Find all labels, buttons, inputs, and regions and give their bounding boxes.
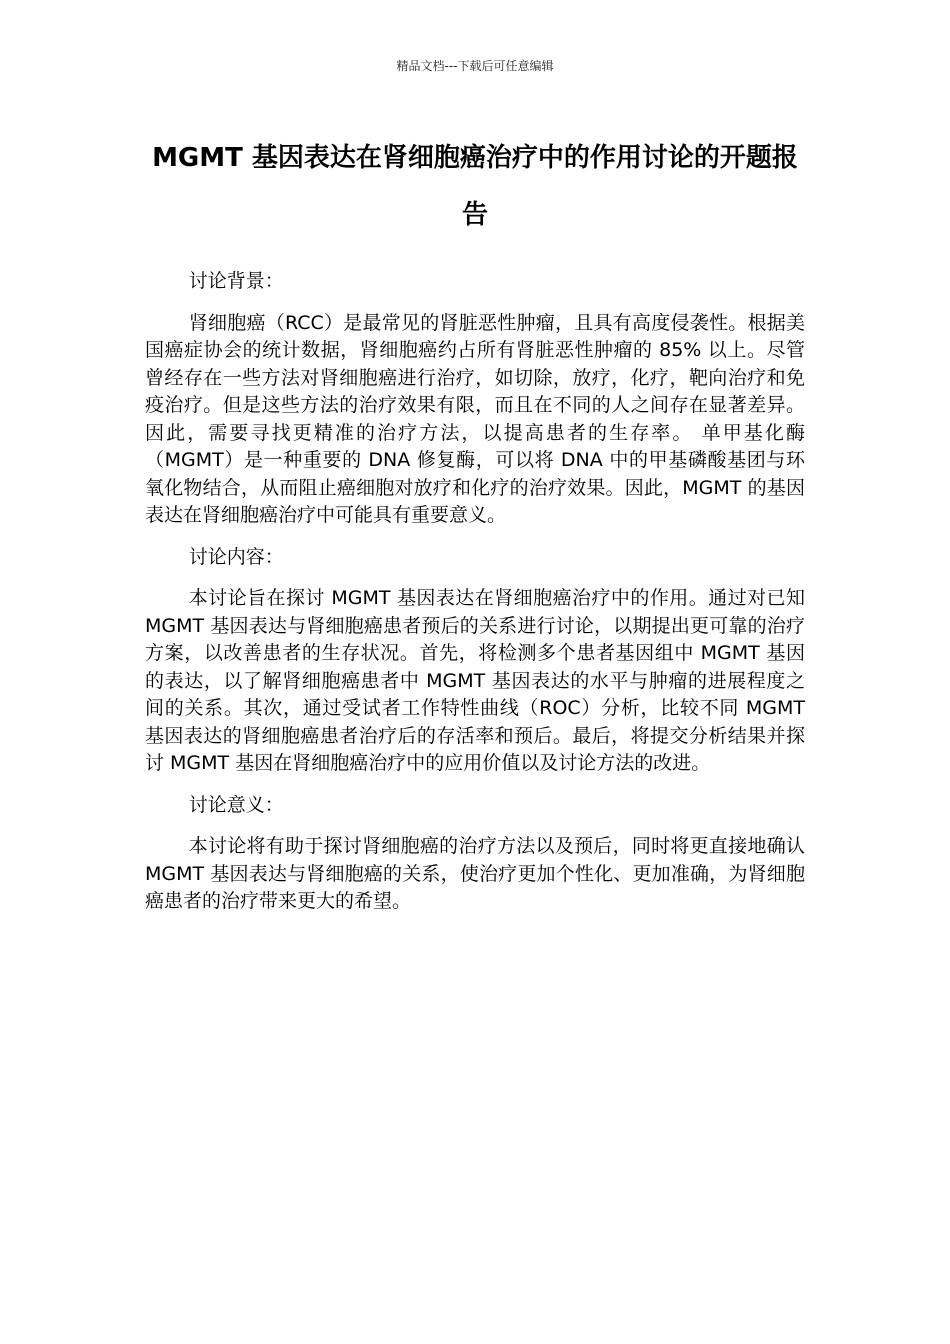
document-title: MGMT 基因表达在肾细胞癌治疗中的作用讨论的开题报告 (152, 143, 798, 230)
section-heading-background: 讨论背景： (188, 270, 284, 292)
section-text-background: 肾细胞癌（RCC）是最常见的肾脏恶性肿瘤，且具有高度侵袭性。根据美国癌症协会的统计数据，肾细胞癌约占所有肾脏恶性肿瘤的 85% 以上。尽管曾经存在一些方法对肾细胞癌进行治疗，如切除，放疗，化疗，靶向治疗和免疫治疗。但是这些方法的治疗效果有限，而且在不同的人之间存在显著差异。因此，需要寻找更精准的治疗方法，以提高患者的生存率。 单甲基化酶（MGMT）是一种重要的 DNA 修复酶，可以将 DNA 中的甲基磷酸基团与环氧化物结合，从而阻止癌细胞对放疗和化疗的治疗效果。因此，MGMT 的基因表达在肾细胞癌治疗中可能具有重要意义。 (145, 311, 805, 526)
header-note: 精品文档---下载后可任意编辑 (396, 59, 554, 73)
document-body (145, 268, 805, 930)
section-text-content: 本讨论旨在探讨 MGMT 基因表达在肾细胞癌治疗中的作用。通过对已知 MGMT 基因表达与肾细胞癌患者预后的关系进行讨论，以期提出更可靠的治疗方案，以改善患者的生存状况。首先，将检测多个患者基因组中 MGMT 基因的表达，以了解肾细胞癌患者中 MGMT 基因表达的水平与肿瘤的进展程度之间的关系。其次，通过受试者工作特性曲线（ROC）分析，比较不同 MGMT 基因表达的肾细胞癌患者治疗后的存活率和预后。最后，将提交分析结果并探讨 MGMT 基因在肾细胞癌治疗中的应用价值以及讨论方法的改进。 (145, 587, 805, 774)
section-heading-significance: 讨论意义： (188, 793, 284, 816)
section-text-significance: 本讨论将有助于探讨肾细胞癌的治疗方法以及预后，同时将更直接地确认 MGMT 基因表达与肾细胞癌的关系，使治疗更加个性化、更加准确，为肾细胞癌患者的治疗带来更大的希望。 (145, 835, 805, 912)
section-heading-content: 讨论内容： (188, 545, 284, 568)
